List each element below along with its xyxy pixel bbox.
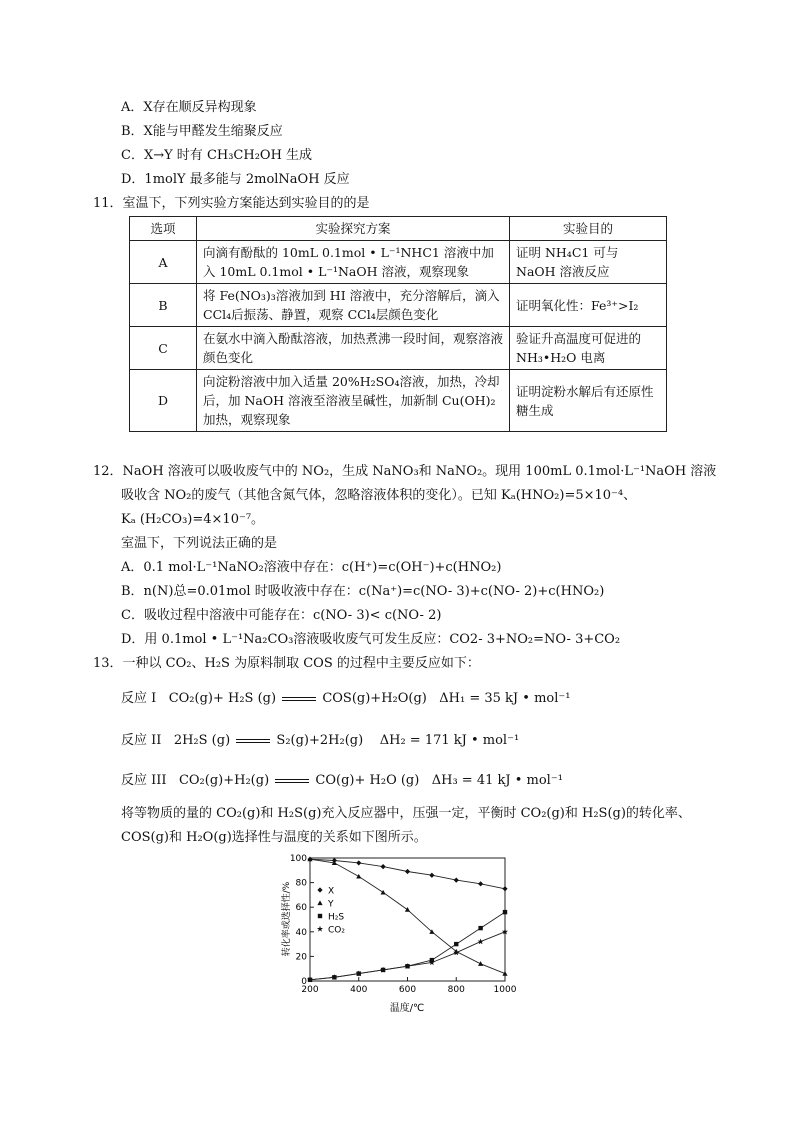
row-plan: 向淀粉溶液中加入适量 20%H₂SO₄溶液，加热，冷却后，加 NaOH 溶液至溶液呈碱性，加新制 Cu(OH)₂加热，观察现象 <box>197 370 510 432</box>
x-tick-label: 800 <box>447 985 465 995</box>
legend-marker-triangle <box>317 900 322 905</box>
x-tick-label: 600 <box>398 985 417 995</box>
q10-option-b: B．X能与甲醛发生缩聚反应 <box>121 124 283 139</box>
legend-marker-star <box>317 926 323 932</box>
row-plan: 将 Fe(NO₃)₃溶液加到 HI 溶液中，充分溶解后，滴入 CCl₄后振荡、静置，观察 CCl₄层颜色变化 <box>197 284 510 327</box>
conversion-selectivity-chart <box>275 850 525 1015</box>
y-tick-label: 40 <box>295 927 307 938</box>
data-point-square <box>503 910 507 914</box>
data-point-triangle <box>478 961 483 966</box>
q10-option-c: C．X→Y 时有 CH₃CH₂OH 生成 <box>121 148 313 163</box>
q12-line2: 吸收含 NO₂的废气（其他含氮气体，忽略溶液体积的变化）。已知 Kₐ(HNO₂)=5×10⁻⁴、 <box>121 488 637 503</box>
y-tick-label: 80 <box>295 878 307 889</box>
q12-line1: 12．NaOH 溶液可以吸收废气中的 NO₂，生成 NaNO₃和 NaNO₂。现用 100mL 0.1mol·L⁻¹NaOH 溶液 <box>93 464 717 479</box>
data-point-triangle <box>405 907 410 912</box>
table-row <box>130 284 667 327</box>
header-plan: 实验探究方案 <box>197 217 510 241</box>
table-row <box>130 370 667 432</box>
q13-para2: COS(g)和 H₂O(g)选择性与温度的关系如下图所示。 <box>121 830 427 845</box>
data-point-diamond <box>429 873 434 878</box>
y-tick-label: 20 <box>295 952 307 963</box>
row-goal: 证明 NH₄C1 可与 NaOH 溶液反应 <box>510 241 667 284</box>
y-tick-label: 0 <box>301 977 307 987</box>
q12-line4: 室温下，下列说法正确的是 <box>121 536 278 551</box>
y-tick-label: 100 <box>289 854 307 864</box>
data-point-star <box>453 950 459 956</box>
reaction-left: CO₂(g)+H₂(g) <box>178 773 270 788</box>
row-plan: 向滴有酚酞的 10mL 0.1mol • L⁻¹NHC1 溶液中加入 10mL 0.1mol • L⁻¹NaOH 溶液，观察现象 <box>197 241 510 284</box>
row-option: A <box>130 241 197 284</box>
data-point-triangle <box>502 971 507 976</box>
data-point-triangle <box>356 874 361 879</box>
q12-option-d: D．用 0.1mol • L⁻¹Na₂CO₃溶液吸收废气可发生反应：CO2- 3+NO₂=NO- 3+CO₂ <box>121 632 621 647</box>
equals-sign <box>282 697 316 701</box>
q11-experiment-table <box>129 216 667 432</box>
reaction-left: CO₂(g)+ H₂S (g) <box>168 691 277 706</box>
row-option: D <box>130 370 197 432</box>
table-row <box>130 327 667 370</box>
reaction-label: 反应 I <box>121 691 157 706</box>
reaction-3 <box>121 769 563 788</box>
data-point-square <box>454 942 458 946</box>
reaction-enthalpy: ΔH₃ = 41 kJ • mol⁻¹ <box>431 773 563 788</box>
data-point-star <box>478 938 484 944</box>
table-header-row <box>130 217 667 241</box>
table-row <box>130 241 667 284</box>
reaction-2 <box>121 729 519 748</box>
data-point-diamond <box>478 881 483 886</box>
x-axis-label: 温度/℃ <box>389 1003 425 1014</box>
legend-marker-diamond <box>317 887 322 892</box>
reaction-1 <box>121 687 570 706</box>
reaction-left: 2H₂S (g) <box>173 733 231 748</box>
equals-sign <box>236 739 270 743</box>
legend-label: X <box>328 886 335 897</box>
x-tick-label: 400 <box>350 985 368 995</box>
data-point-diamond <box>381 864 386 869</box>
reaction-enthalpy: ΔH₂ = 171 kJ • mol⁻¹ <box>379 733 520 748</box>
legend-label: H₂S <box>328 912 345 923</box>
q12-option-c: C．吸收过程中溶液中可能存在：c(NO- 3)< c(NO- 2) <box>121 608 442 623</box>
x-tick-label: 200 <box>301 985 319 995</box>
reaction-right: S₂(g)+2H₂(g) <box>276 733 364 748</box>
data-point-diamond <box>356 860 361 865</box>
reaction-label: 反应 III <box>121 773 167 788</box>
data-point-square <box>478 926 482 930</box>
q13-para1: 将等物质的量的 CO₂(g)和 H₂S(g)充入反应器中，压强一定，平衡时 CO₂(g)和 H₂S(g)的转化率、 <box>121 806 691 821</box>
q13-stem: 13．一种以 CO₂、H₂S 为原料制取 COS 的过程中主要反应如下： <box>93 656 480 671</box>
y-tick-label: 60 <box>295 903 307 914</box>
row-plan: 在氨水中滴入酚酞溶液，加热煮沸一段时间，观察溶液颜色变化 <box>197 327 510 370</box>
reaction-enthalpy: ΔH₁ = 35 kJ • mol⁻¹ <box>439 691 571 706</box>
data-point-diamond <box>502 886 507 891</box>
y-axis-label: 转化率或选择性/% <box>282 881 292 957</box>
reaction-label: 反应 II <box>121 733 162 748</box>
row-goal: 证明氧化性：Fe³⁺>I₂ <box>510 284 667 327</box>
x-tick-label: 1000 <box>493 985 517 995</box>
equals-sign <box>275 779 309 783</box>
q12-option-a: A．0.1 mol·L⁻¹NaNO₂溶液中存在：c(H⁺)=c(OH⁻)+c(HNO₂) <box>121 560 502 575</box>
q11-stem: 11．室温下，下列实验方案能达到实验目的的是 <box>93 196 370 211</box>
data-point-diamond <box>454 878 459 883</box>
row-option: B <box>130 284 197 327</box>
data-point-diamond <box>405 869 410 874</box>
header-goal: 实验目的 <box>510 217 667 241</box>
row-goal: 证明淀粉水解后有还原性糖生成 <box>510 370 667 432</box>
q10-option-d: D．1molY 最多能与 2molNaOH 反应 <box>121 172 350 187</box>
legend-label: CO₂ <box>328 925 345 936</box>
legend-label: Y <box>328 899 334 910</box>
q12-line3: Kₐ (H₂CO₃)=4×10⁻⁷。 <box>121 512 265 527</box>
series-line-star <box>310 932 505 980</box>
row-option: C <box>130 327 197 370</box>
q10-option-a: A．X存在顺反异构现象 <box>121 100 257 115</box>
reaction-right: COS(g)+H₂O(g) <box>322 691 427 706</box>
header-option: 选项 <box>130 217 197 241</box>
data-point-triangle <box>381 890 386 895</box>
legend-marker-square <box>318 914 322 918</box>
reaction-right: CO(g)+ H₂O (g) <box>315 773 420 788</box>
row-goal: 验证升高温度可促进的 NH₃•H₂O 电离 <box>510 327 667 370</box>
q12-option-b: B．n(N)总=0.01mol 时吸收液中存在：c(Na⁺)=c(NO- 3)+c(NO- 2)+c(HNO₂) <box>121 584 605 599</box>
